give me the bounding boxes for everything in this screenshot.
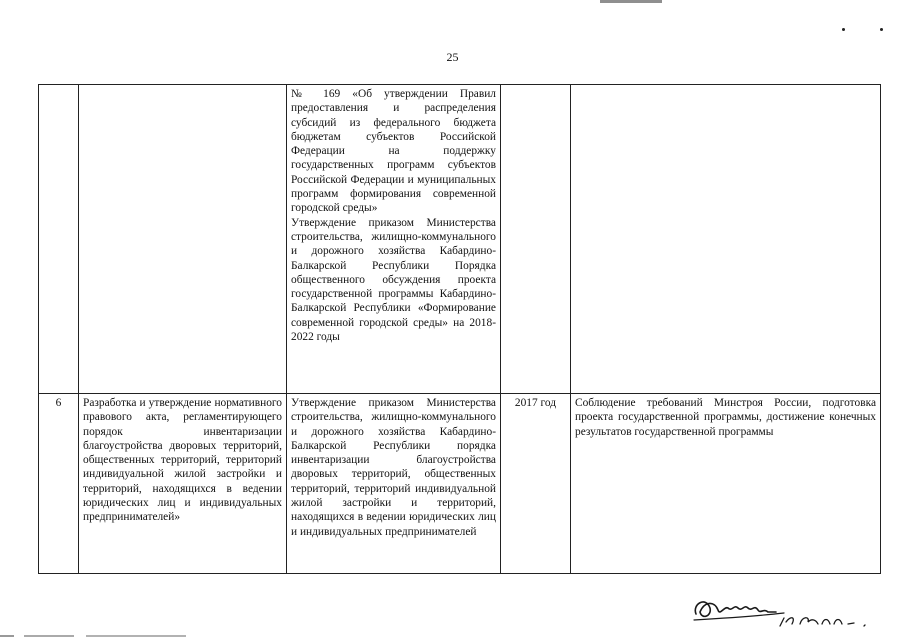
task-cell <box>79 85 287 394</box>
document-paragraph: № 169 «Об утверждении Правил предоставления и распределения субсидий из федерального бюджета бюджетам субъектов Российской Федерации на поддержку государственных программ субъектов Российской Федерации и муниципальных программ формирования современной городской среды» <box>291 88 496 215</box>
measures-table <box>38 84 881 574</box>
document-cell <box>287 394 501 574</box>
result-cell: Соблюдение требований Минстроя России, подготовка проекта государственной программы, достижение конечных результатов государственной программы <box>571 394 881 574</box>
term-cell <box>501 85 571 394</box>
document-paragraph: Утверждение приказом Министерства строительства, жилищно-коммунального и дорожного хозяйства Кабардино-Балкарской Республики Порядка общественного обсуждения проекта государственной программы Кабардино-Балкарской Республики «Формирование современной городской среды» на 2018-2022 годы <box>291 216 496 344</box>
task-cell: Разработка и утверждение нормативного правового акта, регламентирующего порядок инвентаризации благоустройства дворовых территорий, общественных территорий, территорий индивидуальной жилой застройки и территорий, находящихся в ведении юридических лиц и индивидуальных предпринимателей» <box>79 394 287 574</box>
row-number-cell <box>39 85 79 394</box>
handwritten-signature <box>688 586 878 634</box>
scan-dot-left <box>842 28 845 31</box>
table-row <box>39 394 881 574</box>
scan-artifact-top <box>600 0 662 3</box>
scan-artifact-bottom <box>0 634 200 638</box>
page-number: 25 <box>446 50 459 64</box>
document-paragraph: Утверждение приказом Министерства строительства, жилищно-коммунального и дорожного хозяйства Кабардино-Балкарской Республики порядка инвентаризации благоустройства дворовых территорий, общественных территорий, территорий индивидуальной жилой застройки и территорий, находящихся в ведении юридических лиц и индивидуальных предпринимателей <box>291 397 496 538</box>
table-row <box>39 85 881 394</box>
term-cell: 2017 год <box>501 394 571 574</box>
scan-dot-right <box>880 28 883 31</box>
row-number-cell: 6 <box>39 394 79 574</box>
document-cell <box>287 85 501 394</box>
result-cell <box>571 85 881 394</box>
